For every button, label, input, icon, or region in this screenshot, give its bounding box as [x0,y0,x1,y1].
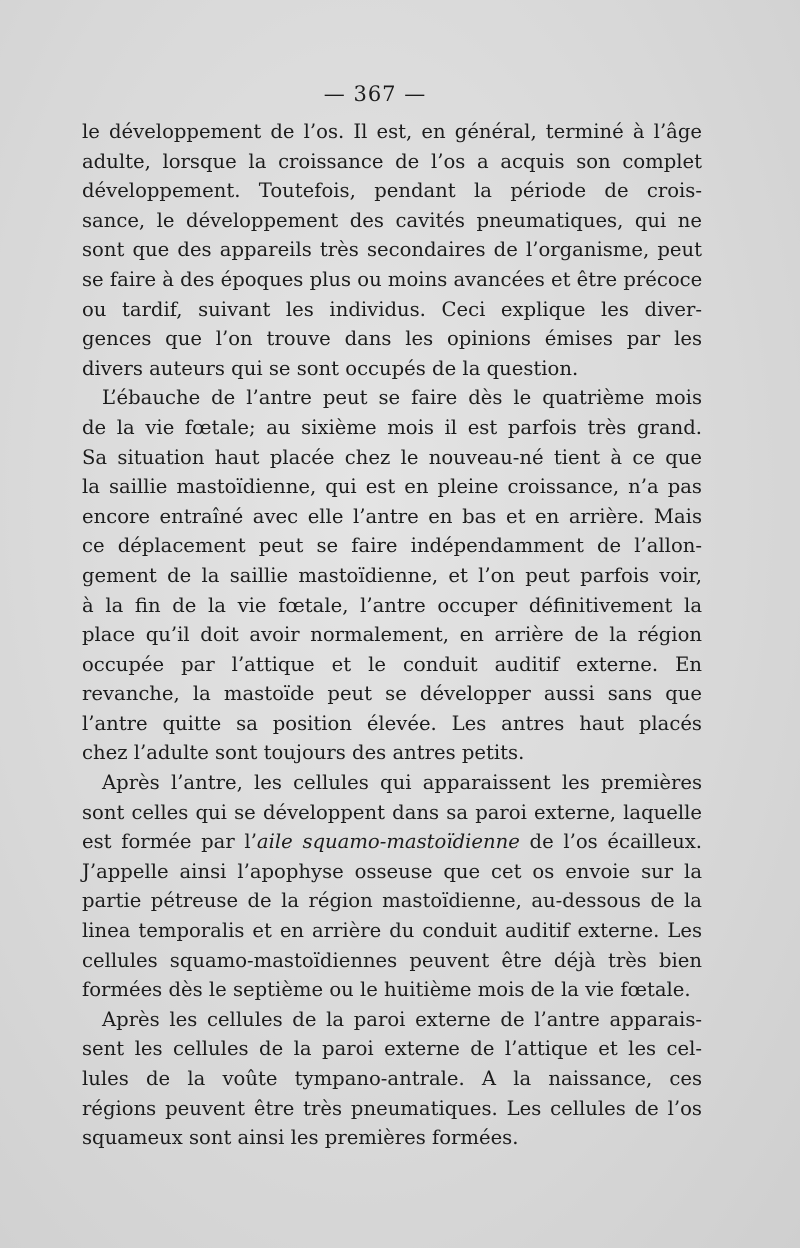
page-number: — 367 — [323,82,427,106]
text-line: régions peuvent être très pneumatiques. Les cellules de l’os [82,1096,702,1120]
text-line-with-emphasis [82,827,702,857]
paragraph-3 [82,768,702,1005]
text-line: Après les cellules de la paroi externe de l’antre apparais- [102,1007,702,1031]
text-line: se faire à des époques plus ou moins avancées et être précoce [82,267,703,291]
text-line: sont celles qui se développent dans sa paroi externe, laquelle [82,800,702,824]
text-line: Sa situation haut placée chez le nouveau-né tient à ce que [82,445,702,469]
paragraph-4 [82,1005,702,1153]
text-line: chez l’adulte sont toujours des antres petits. [82,741,525,765]
text-line: gement de la saillie mastoïdienne, et l’on peut parfois voir, [82,563,702,587]
text-line: de la vie fœtale; au sixième mois il est parfois très grand. [82,415,702,439]
text-line: lules de la voûte tympano-antrale. A la naissance, ces [82,1067,702,1090]
text-line: ce déplacement peut se faire indépendamment de l’allon- [82,534,702,558]
text-segment: de l’os écailleux. [519,830,702,854]
text-line: L’ébauche de l’antre peut se faire dès le quatrième mois [102,386,702,410]
text-line: sont que des appareils très secondaires de l’organisme, peut [82,238,702,262]
text-line: partie pétreuse de la région mastoïdienne, au-dessous de la [82,889,702,913]
text-line: place qu’il doit avoir normalement, en arrière de la région [82,623,702,647]
text-line: à la fin de la vie fœtale, l’antre occuper définitivement la [82,593,702,617]
text-line: adulte, lorsque la croissance de l’os a acquis son complet [82,149,702,173]
italic-term: aile squamo-mastoïdienne [256,830,520,854]
paragraph-1 [82,117,702,383]
text-line: développement. Toutefois, pendant la période de crois- [82,179,702,203]
text-line: la saillie mastoïdienne, qui est en pleine croissance, n’a pas [82,475,702,499]
text-line: linea temporalis et en arrière du conduit auditif externe. Les [82,919,702,943]
text-line: J’appelle ainsi l’apophyse osseuse que cet os envoie sur la [82,859,702,883]
text-line: Après l’antre, les cellules qui apparaissent les premières [102,771,702,795]
text-line: le développement de l’os. Il est, en général, terminé à l’âge [82,120,702,143]
text-line: sance, le développement des cavités pneumatiques, qui ne [82,208,702,232]
text-line: divers auteurs qui se sont occupés de la question. [82,356,579,380]
text-segment: est formée par l’ [82,830,257,854]
paragraph-2 [82,383,702,768]
text-line: squameux sont ainsi les premières formées. [82,1126,519,1150]
text-line: gences que l’on trouve dans les opinions émises par les [82,327,702,351]
text-line: l’antre quitte sa position élevée. Les antres haut placés [82,711,702,735]
text-line: cellules squamo-mastoïdiennes peuvent être déjà très bien [82,948,702,972]
text-line: encore entraîné avec elle l’antre en bas et en arrière. Mais [82,504,702,528]
body-text [82,117,702,1153]
text-line: occupée par l’attique et le conduit auditif externe. En [82,652,702,676]
text-line: ou tardif, suivant les individus. Ceci explique les diver- [82,297,702,321]
text-line: revanche, la mastoïde peut se développer aussi sans que [82,682,702,706]
text-line: formées dès le septième ou le huitième mois de la vie fœtale. [82,978,691,1002]
text-line: sent les cellules de la paroi externe de l’attique et les cel- [82,1037,702,1061]
